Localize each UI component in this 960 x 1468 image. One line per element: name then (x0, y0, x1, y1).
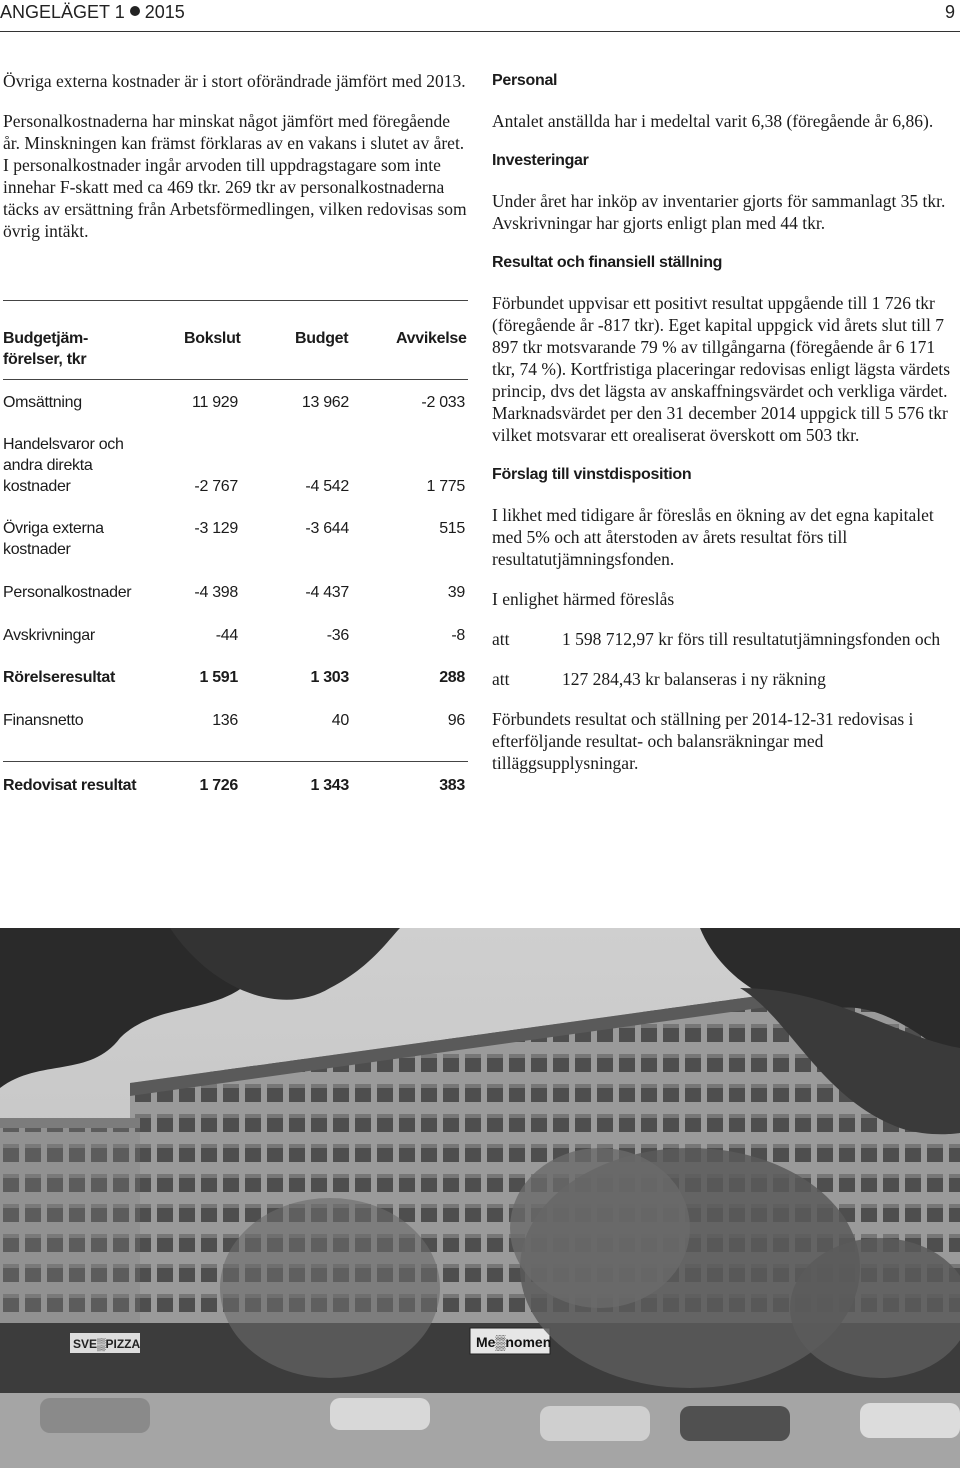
building-photo-drawing (0, 928, 960, 1468)
store-sign-left: SVE▒PIZZA (73, 1337, 141, 1351)
heading-forslag: Förslag till vinstdisposition (492, 466, 692, 483)
decision-row (492, 628, 958, 650)
cell-budget: 13 962 (301, 394, 349, 411)
cell-bokslut: -44 (215, 627, 238, 644)
decision-key: att (492, 629, 510, 649)
left-column (3, 70, 471, 260)
cell-avvikelse: 288 (439, 669, 465, 686)
table-header-bokslut: Bokslut (184, 330, 241, 347)
cell-avvikelse: 96 (447, 712, 465, 729)
row-label: Avskrivningar (3, 627, 95, 644)
paragraph-forslag: I likhet med tidigare år föreslås en ökning av det egna kapitalet med 5% och att återstoden av årets resultat förs till resultatutjämningsfonden. (492, 505, 934, 569)
header-rule (0, 31, 960, 32)
cell-budget: 1 343 (310, 777, 349, 794)
page-header (0, 0, 960, 32)
store-sign-right: Me▒nomen (476, 1334, 552, 1350)
row-label: Övriga externa kostnader (3, 520, 104, 558)
heading-personal: Personal (492, 72, 558, 89)
cell-bokslut: 1 726 (199, 777, 238, 794)
cell-bokslut: 11 929 (192, 394, 238, 411)
paragraph-enlighet: I enlighet härmed föreslås (492, 589, 675, 609)
row-label: Rörelseresultat (3, 669, 115, 686)
paragraph-closing: Förbundets resultat och ställning per 2014-12-31 redovisas i efterföljande resultat- och balansräkningar med tilläggsupplysningar. (492, 709, 914, 773)
table-header-avvikelse: Avvikelse (396, 330, 467, 347)
decision-key: att (492, 669, 510, 689)
paragraph-personal: Antalet anställda har i medeltal varit 6,38 (föregående år 6,86). (492, 111, 934, 131)
cell-budget: -3 644 (305, 520, 349, 537)
bullet-icon (130, 6, 140, 16)
paragraph-resultat: Förbundet uppvisar ett positivt resultat uppgående till 1 726 tkr (föregående år -817 tkr). Eget kapital uppgick vid årets slut till 7 897 tkr motsvarande 79 % av tillgångarna (föregående år 6 171 tkr, 74 %). Kortfristiga placeringar redovisas enligt lägsta värdets princip, dvs det lägsta av anskaffningsvärdet och verkliga värdet. Marknadsvärdet per den 31 december 2014 uppgick till 5 576 tkr vilket motsvarar ett orealiserat överskott om 503 tkr. (492, 293, 951, 445)
heading-resultat: Resultat och finansiell ställning (492, 254, 723, 271)
decision-row (492, 668, 958, 690)
cell-avvikelse: 515 (439, 520, 465, 537)
cell-budget: 40 (331, 712, 349, 729)
publication-year: 2015 (144, 2, 185, 22)
cell-bokslut: -2 767 (194, 478, 238, 495)
row-label: Personalkostnader (3, 584, 132, 601)
row-label: Omsättning (3, 394, 82, 411)
table-header-budget: Budget (295, 330, 349, 347)
cell-budget: -4 542 (305, 478, 349, 495)
cell-avvikelse: -2 033 (421, 394, 465, 411)
building-photo (0, 928, 960, 1468)
cell-bokslut: 1 591 (199, 669, 238, 686)
table-top-rule (3, 300, 468, 301)
heading-investeringar: Investeringar (492, 152, 589, 169)
table-header-label: Budgetjäm-förelser, tkr (3, 330, 89, 368)
cell-budget: 1 303 (310, 669, 349, 686)
cell-bokslut: 136 (212, 712, 238, 729)
row-label: Redovisat resultat (3, 777, 137, 794)
cell-budget: -36 (326, 627, 349, 644)
cell-bokslut: -3 129 (194, 520, 238, 537)
running-head (0, 2, 185, 23)
paragraph-externa-kostnader: Övriga externa kostnader är i stort oförändrade jämfört med 2013. (3, 71, 466, 91)
row-label: Finansnetto (3, 712, 84, 729)
decision-text: 127 284,43 kr balanseras i ny räkning (562, 669, 826, 689)
paragraph-personalkostnader: Personalkostnaderna har minskat något jämfört med föregående år. Minskningen kan främst förklaras av en vakans i slutet av året. I personalkostnader ingår arvoden till uppdragstagare som inte innehar F-skatt med ca 469 tkr. 269 tkr av personalkostnaderna täcks av ersättning från Arbetsförmedlingen, vilken redovisas som övrig intäkt. (3, 111, 467, 241)
publication-title: ANGELÄGET 1 (0, 2, 125, 22)
cell-avvikelse: 39 (447, 584, 465, 601)
cell-avvikelse: -8 (451, 627, 465, 644)
page-number: 9 (944, 2, 955, 22)
cell-avvikelse: 383 (439, 777, 465, 794)
decision-text: 1 598 712,97 kr förs till resultatutjämningsfonden och (562, 629, 941, 649)
row-label: Handelsvaror och andra direkta kostnader (3, 436, 124, 495)
cell-avvikelse: 1 775 (426, 478, 465, 495)
cell-bokslut: -4 398 (194, 584, 238, 601)
table-header-rule (3, 379, 468, 380)
cell-budget: -4 437 (305, 584, 349, 601)
right-column (492, 70, 958, 792)
table-total-rule (3, 761, 468, 762)
paragraph-investeringar: Under året har inköp av inventarier gjorts för sammanlagt 35 tkr. Avskrivningar har gjorts enligt plan med 44 tkr. (492, 191, 946, 233)
